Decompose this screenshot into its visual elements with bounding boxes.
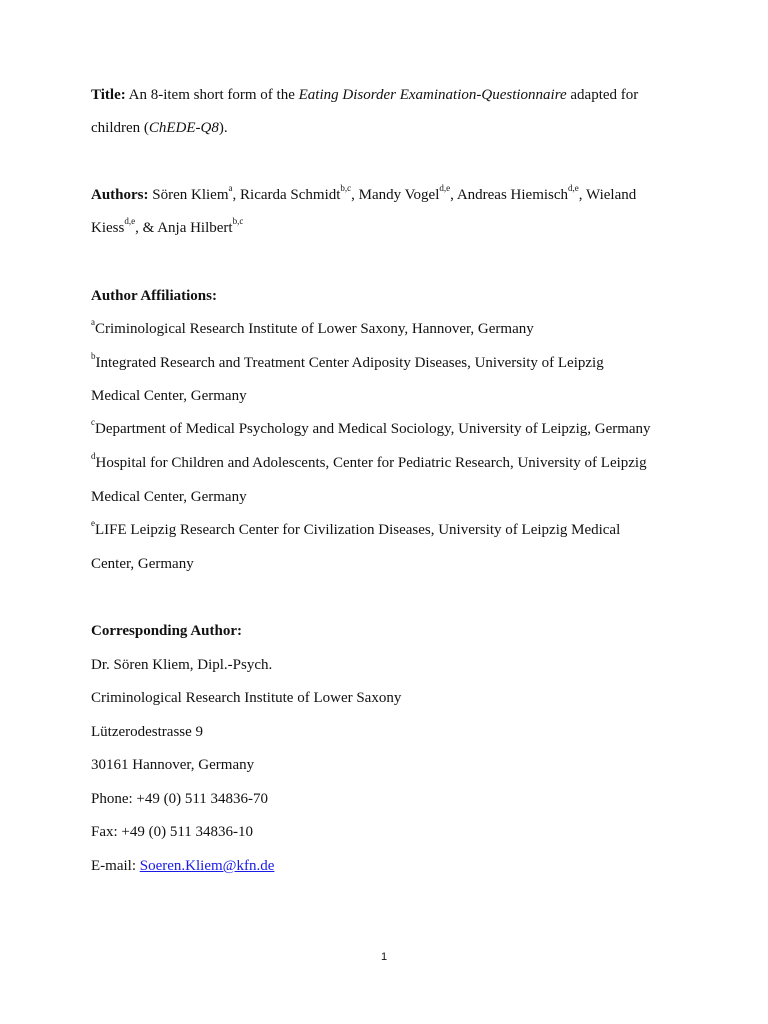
corresponding-institution: Criminological Research Institute of Lower Saxony [91, 690, 402, 706]
author-affiliation-sup: b,c [340, 183, 352, 193]
affiliation-text: Hospital for Children and Adolescents, Center for Pediatric Research, University of Leipzig [95, 455, 647, 471]
author-separator: , [450, 187, 457, 203]
affiliation-b [91, 351, 604, 372]
affiliation-marker: d [91, 451, 96, 461]
corresponding-city: 30161 Hannover, Germany [91, 757, 255, 773]
corresponding-email-line [91, 857, 274, 875]
affiliation-a [91, 317, 534, 338]
affiliation-e-continued: Center, Germany [91, 556, 194, 572]
author-separator: , [351, 187, 359, 203]
corresponding-street: Lützerodestrasse 9 [91, 724, 204, 740]
authors-label: Authors: [91, 187, 149, 203]
author-affiliation-sup: b,c [232, 216, 244, 226]
corresponding-name: Dr. Sören Kliem, Dipl.-Psych. [91, 657, 273, 673]
author-separator: , [578, 187, 587, 203]
email-link[interactable]: Soeren.Kliem@kfn.de [139, 858, 275, 874]
affiliation-marker: b [91, 351, 96, 361]
authors-line-1 [91, 183, 637, 204]
affiliation-d-continued: Medical Center, Germany [91, 489, 247, 505]
corresponding-heading: Corresponding Author: [91, 623, 242, 639]
affiliation-b-continued: Medical Center, Germany [91, 388, 247, 404]
author-separator: , [232, 187, 241, 203]
affiliation-marker: a [91, 317, 95, 327]
author-affiliation-sup: a [228, 183, 233, 193]
affiliation-text: Criminological Research Institute of Lower Saxony, Hannover, Germany [95, 321, 534, 337]
title-abbreviation: ChEDE-Q8 [148, 120, 219, 136]
author-affiliation-sup: d,e [124, 216, 136, 226]
affiliation-marker: e [91, 518, 95, 528]
affiliations-heading: Author Affiliations: [91, 288, 217, 304]
title-label: Title: [91, 87, 126, 103]
affiliation-e [91, 518, 621, 539]
affiliation-d [91, 451, 647, 472]
title-line2-post: ). [218, 120, 228, 136]
affiliation-text: Integrated Research and Treatment Center Adiposity Diseases, University of Leipzig [95, 355, 604, 371]
author-name: Anja Hilbert [157, 220, 233, 236]
author-affiliation-sup: d,e [568, 183, 579, 193]
affiliation-c [91, 417, 651, 438]
title-text-pre: An 8-item short form of the [125, 87, 299, 103]
author-name-second-part: Kiess [91, 220, 125, 236]
author-name: Ricarda Schmidt [240, 187, 341, 203]
affiliation-text: LIFE Leipzig Research Center for Civilization Diseases, University of Leipzig Medical [95, 522, 621, 538]
author-name: Mandy Vogel [358, 187, 440, 203]
title-line2-pre: children ( [91, 120, 149, 136]
corresponding-phone: Phone: +49 (0) 511 34836-70 [91, 791, 269, 807]
author-name-first-part: Wieland [586, 187, 637, 203]
author-affiliation-sup: d,e [439, 183, 451, 193]
authors-line-2 [91, 216, 244, 237]
title-questionnaire-name: Eating Disorder Examination-Questionnaire [298, 87, 567, 103]
author-separator: , & [135, 220, 158, 236]
author-name: Andreas Hiemisch [456, 187, 569, 203]
title-line-2 [91, 119, 228, 137]
email-label: E-mail: [91, 858, 140, 874]
affiliation-text: Department of Medical Psychology and Medical Sociology, University of Leipzig, Germany [95, 421, 651, 437]
title-text-post: adapted for [566, 87, 639, 103]
affiliation-marker: c [91, 417, 95, 427]
author-name: Sören Kliem [152, 187, 229, 203]
title-line-1 [91, 86, 638, 104]
page-number: 1 [380, 951, 388, 963]
corresponding-fax: Fax: +49 (0) 511 34836-10 [91, 824, 254, 840]
